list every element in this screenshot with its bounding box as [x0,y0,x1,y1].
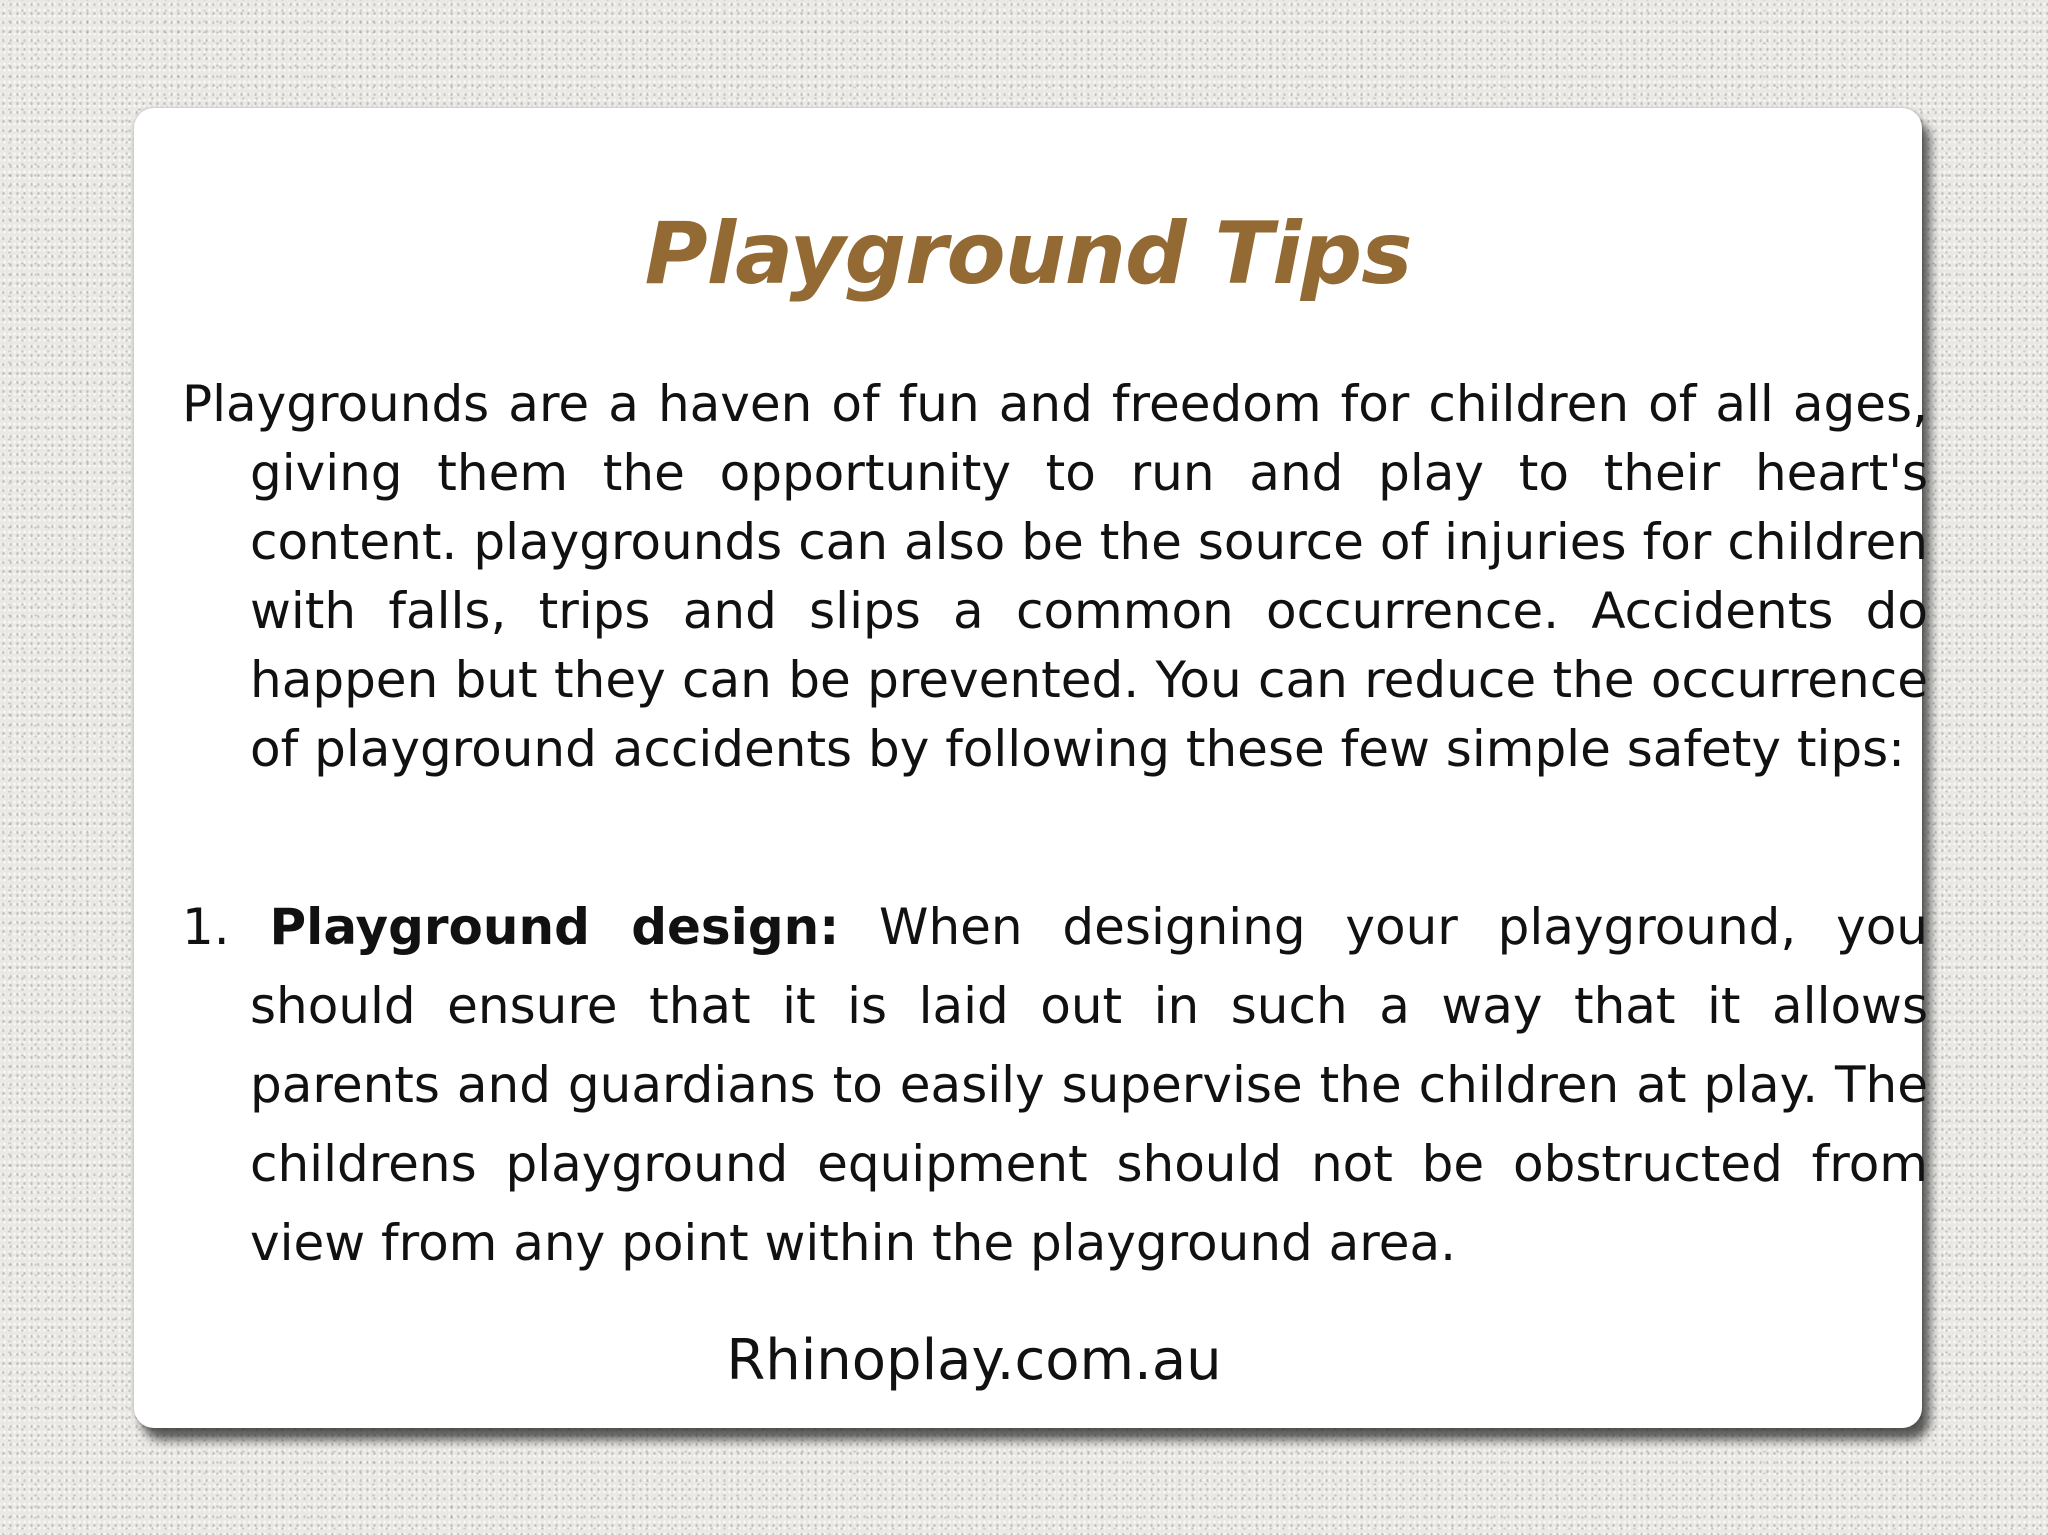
tip-item [182,888,1928,1283]
tip-number: 1. [182,898,230,956]
tip-text: When designing your playground, you should ensure that it is laid out in such a way that it allows parents and guardians to easily supervise the children at play. The childrens playground equipment should not be obstructed from view from any point within the playground area. [250,898,1928,1272]
slide-card [134,108,1928,1428]
intro-paragraph: Playgrounds are a haven of fun and freedom for children of all ages, giving them the opportunity to run and play to their heart's content. playgrounds can also be the source of injuries for children with falls, trips and slips a common occurrence. Accidents do happen but they can be prevented. You can reduce the occurrence of playground accidents by following these few simple safety tips: [182,375,1928,778]
slide-title: Playground Tips [644,204,1412,304]
tip-label: Playground design: [269,898,840,956]
footer-website: Rhinoplay.com.au [726,1328,1222,1393]
